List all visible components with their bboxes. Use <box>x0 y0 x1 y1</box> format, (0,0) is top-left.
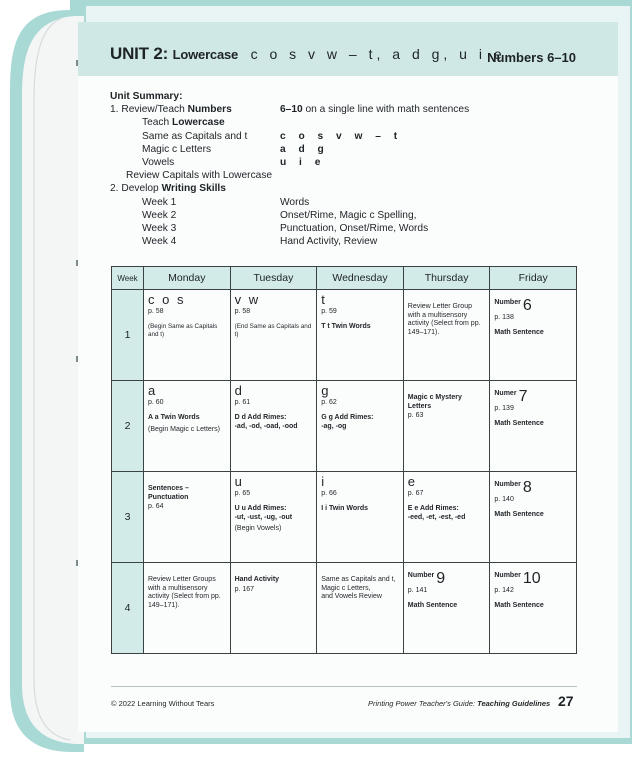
summary-item-1: 1. Review/Teach Numbers <box>110 104 232 116</box>
week-skill: Hand Activity, Review <box>280 236 378 248</box>
week-number: 4 <box>112 563 144 654</box>
week-number: 3 <box>112 472 144 563</box>
week-label: Week 3 <box>142 222 177 234</box>
unit-label: UNIT 2: <box>110 44 169 63</box>
unit-range: Numbers 6–10 <box>487 50 576 65</box>
footer-guide-title: Printing Power Teacher's Guide: Teaching Guidelines <box>368 699 551 708</box>
table-row <box>112 472 577 563</box>
cell-wednesday: g p. 62 G g Add Rimes: -ag, -og <box>317 381 404 472</box>
table-row <box>112 381 577 472</box>
col-header-tuesday: Tuesday <box>230 267 317 290</box>
same-caps-letters: c o s v w – t <box>280 130 403 142</box>
table-row <box>112 563 577 654</box>
magic-c-letters: a d g <box>280 143 329 155</box>
teach-lowercase: Teach Lowercase <box>142 117 225 129</box>
unit-letters: c o s v w – t, a d g, u i e <box>250 46 506 62</box>
summary-item-2: 2. Develop Writing Skills <box>110 183 226 195</box>
cell-tuesday: u p. 65 U u Add Rimes: -ut, -ust, -ug, -out (Begin Vowels) <box>230 472 317 563</box>
summary-heading: Unit Summary: <box>110 91 183 102</box>
table-header-row <box>112 267 577 290</box>
cell-wednesday: i p. 66 I i Twin Words <box>317 472 404 563</box>
cell-friday: Number 8 p. 140 Math Sentence <box>490 472 577 563</box>
unit-title <box>110 44 506 64</box>
footer-copyright: © 2022 Learning Without Tears <box>111 699 215 708</box>
cell-monday: Sentences – Punctuation p. 64 <box>144 472 231 563</box>
cell-monday: Review Letter Groups with a multisensory activity (Select from pp. 149–171). <box>144 563 231 654</box>
week-label: Week 4 <box>142 236 177 248</box>
cell-thursday: e p. 67 E e Add Rimes: -eed, -et, -est, -ed <box>403 472 490 563</box>
weekly-plan-table <box>111 266 577 654</box>
table-row <box>112 290 577 381</box>
vowels-letters: u i e <box>280 156 326 168</box>
col-header-monday: Monday <box>144 267 231 290</box>
footer-divider <box>111 686 577 687</box>
week-number: 1 <box>112 290 144 381</box>
same-caps-label: Same as Capitals and t <box>142 130 248 142</box>
week-label: Week 2 <box>142 209 177 221</box>
vowels-label: Vowels <box>142 156 175 168</box>
review-capitals: Review Capitals with Lowercase <box>126 170 273 182</box>
cell-friday: Number 6 p. 138 Math Sentence <box>490 290 577 381</box>
cell-thursday: Magic c Mystery Letters p. 63 <box>403 381 490 472</box>
col-header-week: Week <box>112 267 144 290</box>
week-label: Week 1 <box>142 196 177 208</box>
unit-subtitle: Lowercase <box>172 47 239 62</box>
cell-friday: Number 10 p. 142 Math Sentence <box>490 563 577 654</box>
cell-thursday: Number 9 p. 141 Math Sentence <box>403 563 490 654</box>
week-skill: Punctuation, Onset/Rime, Words <box>280 222 429 234</box>
week-skill: Words <box>280 196 310 208</box>
cell-monday: a p. 60 A a Twin Words (Begin Magic c Letters) <box>144 381 231 472</box>
col-header-friday: Friday <box>490 267 577 290</box>
cell-tuesday: d p. 61 D d Add Rimes: -ad, -od, -oad, -ood <box>230 381 317 472</box>
cell-tuesday: Hand Activity p. 167 <box>230 563 317 654</box>
week-number: 2 <box>112 381 144 472</box>
magic-c-label: Magic c Letters <box>142 143 212 155</box>
cell-monday: c o s p. 58 (Begin Same as Capitals and t) <box>144 290 231 381</box>
page-number: 27 <box>558 693 574 709</box>
cell-friday: Numer 7 p. 139 Math Sentence <box>490 381 577 472</box>
cell-thursday: Review Letter Group with a multisensory activity (Select from pp. 149–171). <box>403 290 490 381</box>
col-header-thursday: Thursday <box>403 267 490 290</box>
cell-tuesday: v w p. 58 (End Same as Capitals and t) <box>230 290 317 381</box>
col-header-wednesday: Wednesday <box>317 267 404 290</box>
summary-item-1-range: 6–10 on a single line with math sentences <box>280 104 470 116</box>
cell-wednesday: Same as Capitals and t, Magic c Letters, and Vowels Review <box>317 563 404 654</box>
cell-wednesday: t p. 59 T t Twin Words <box>317 290 404 381</box>
unit-summary <box>110 90 590 248</box>
week-skill: Onset/Rime, Magic c Spelling, <box>280 209 417 221</box>
guide-page <box>78 22 618 732</box>
